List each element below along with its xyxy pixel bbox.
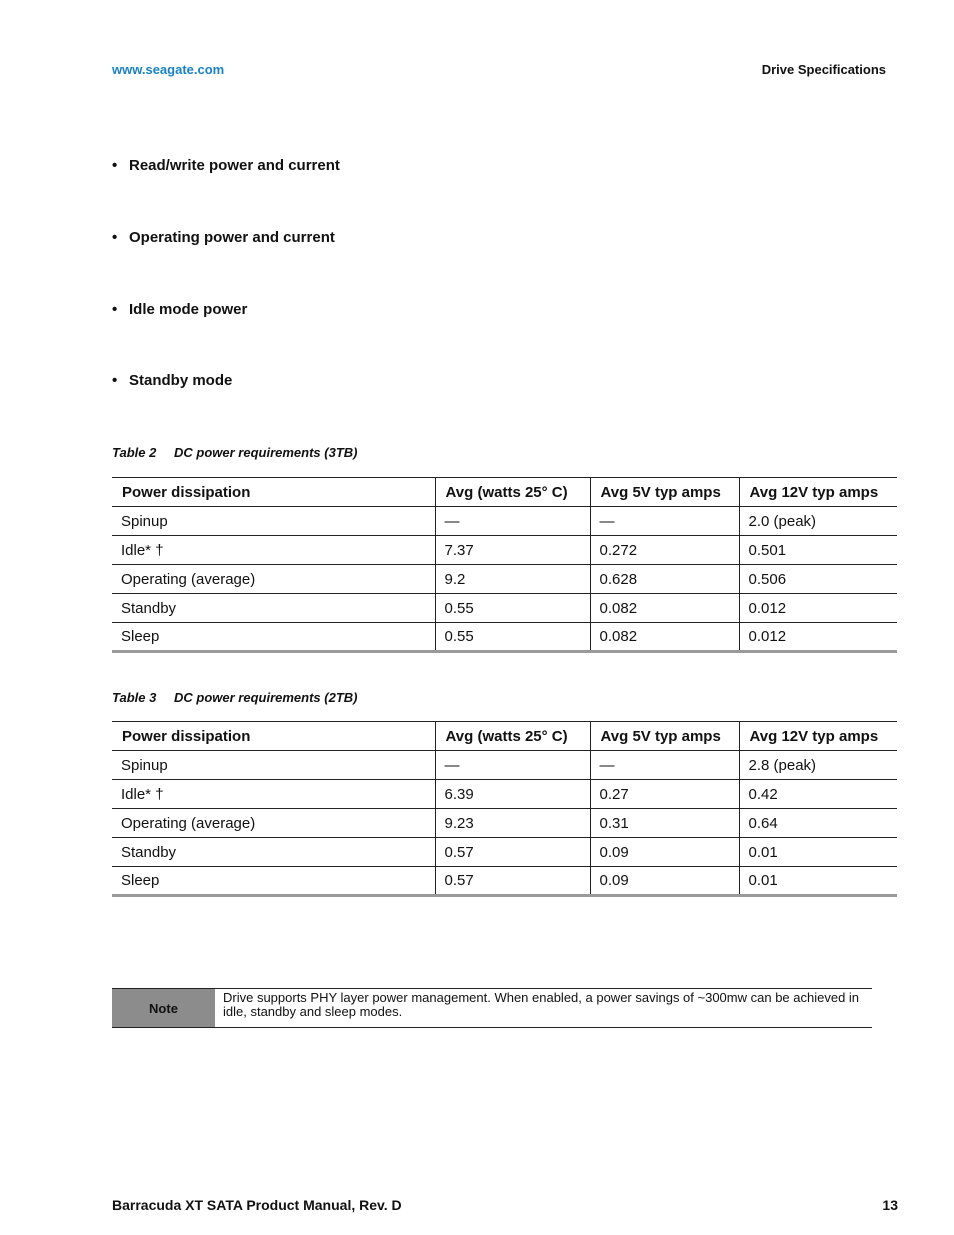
table-row bbox=[112, 623, 897, 652]
table-row bbox=[112, 507, 897, 536]
table-cell: — bbox=[435, 507, 590, 536]
table-cell: Standby bbox=[112, 594, 435, 623]
table-cell: 0.501 bbox=[739, 536, 897, 565]
table-number: Table 2 bbox=[112, 445, 157, 460]
table-cell: 0.64 bbox=[739, 809, 897, 838]
table-number: Table 3 bbox=[112, 690, 157, 705]
table-cell: Operating (average) bbox=[112, 565, 435, 594]
bullet-dot: • bbox=[112, 229, 118, 246]
table-cell: — bbox=[590, 507, 739, 536]
table-cell: 0.27 bbox=[590, 780, 739, 809]
table-3-caption bbox=[112, 690, 357, 705]
table-cell: 6.39 bbox=[435, 780, 590, 809]
column-header: Avg 12V typ amps bbox=[739, 478, 897, 507]
table-cell: 0.01 bbox=[739, 867, 897, 896]
page-number: 13 bbox=[882, 1197, 898, 1213]
power-management-note bbox=[112, 988, 872, 1028]
table-cell: Sleep bbox=[112, 867, 435, 896]
table-cell: 0.42 bbox=[739, 780, 897, 809]
table-cell: Sleep bbox=[112, 623, 435, 652]
table-header-row bbox=[112, 478, 897, 507]
table-cell: 2.8 (peak) bbox=[739, 751, 897, 780]
column-header: Avg 5V typ amps bbox=[590, 722, 739, 751]
table-cell: 0.012 bbox=[739, 623, 897, 652]
table-row bbox=[112, 565, 897, 594]
table-row bbox=[112, 780, 897, 809]
table-cell: 0.09 bbox=[590, 867, 739, 896]
table-title: DC power requirements (3TB) bbox=[174, 445, 358, 460]
table-cell: Spinup bbox=[112, 751, 435, 780]
table-cell: 0.628 bbox=[590, 565, 739, 594]
table-cell: — bbox=[435, 751, 590, 780]
table-cell: 0.57 bbox=[435, 867, 590, 896]
bullet-read-write-power: • Read/write power and current bbox=[112, 157, 340, 174]
table-row bbox=[112, 751, 897, 780]
section-title: Drive Specifications bbox=[761, 62, 886, 77]
bullet-dot: • bbox=[112, 157, 118, 174]
table-cell: 0.506 bbox=[739, 565, 897, 594]
seagate-website-link[interactable]: www.seagate.com bbox=[112, 62, 225, 77]
table-cell: 0.55 bbox=[435, 623, 590, 652]
table-cell: 7.37 bbox=[435, 536, 590, 565]
table-cell: Spinup bbox=[112, 507, 435, 536]
note-text: Drive supports PHY layer power management. When enabled, a power savings of ~300mw can be achieved in idle, standby and sleep modes. bbox=[223, 990, 860, 1019]
table-cell: 0.57 bbox=[435, 838, 590, 867]
column-header: Avg (watts 25° C) bbox=[435, 722, 590, 751]
table-cell: 0.272 bbox=[590, 536, 739, 565]
table-cell: Operating (average) bbox=[112, 809, 435, 838]
column-header: Avg 12V typ amps bbox=[739, 722, 897, 751]
footer-manual-title: Barracuda XT SATA Product Manual, Rev. D bbox=[112, 1197, 402, 1213]
column-header: Avg 5V typ amps bbox=[590, 478, 739, 507]
dc-power-table-2tb bbox=[112, 721, 897, 897]
dc-power-table-3tb bbox=[112, 477, 897, 653]
table-2-caption bbox=[112, 445, 357, 460]
column-header: Power dissipation bbox=[112, 478, 435, 507]
table-row bbox=[112, 867, 897, 896]
table-header-row bbox=[112, 722, 897, 751]
table-row bbox=[112, 594, 897, 623]
table-cell: 0.31 bbox=[590, 809, 739, 838]
bullet-idle-mode-power: • Idle mode power bbox=[112, 301, 248, 318]
table-cell: 9.2 bbox=[435, 565, 590, 594]
table-cell: 0.082 bbox=[590, 594, 739, 623]
table-cell: 0.01 bbox=[739, 838, 897, 867]
note-label: Note bbox=[112, 989, 215, 1027]
bullet-standby-mode: • Standby mode bbox=[112, 372, 233, 389]
bullet-dot: • bbox=[112, 372, 118, 389]
table-cell: Idle* † bbox=[112, 536, 435, 565]
table-cell: 0.55 bbox=[435, 594, 590, 623]
table-cell: 0.09 bbox=[590, 838, 739, 867]
column-header: Avg (watts 25° C) bbox=[435, 478, 590, 507]
table-cell: 9.23 bbox=[435, 809, 590, 838]
bullet-dot: • bbox=[112, 301, 118, 318]
table-row bbox=[112, 838, 897, 867]
table-cell: 0.012 bbox=[739, 594, 897, 623]
table-row bbox=[112, 809, 897, 838]
table-cell: 2.0 (peak) bbox=[739, 507, 897, 536]
table-row bbox=[112, 536, 897, 565]
column-header: Power dissipation bbox=[112, 722, 435, 751]
table-cell: — bbox=[590, 751, 739, 780]
table-title: DC power requirements (2TB) bbox=[174, 690, 358, 705]
table-cell: Idle* † bbox=[112, 780, 435, 809]
table-cell: Standby bbox=[112, 838, 435, 867]
bullet-operating-power: • Operating power and current bbox=[112, 229, 335, 246]
table-cell: 0.082 bbox=[590, 623, 739, 652]
